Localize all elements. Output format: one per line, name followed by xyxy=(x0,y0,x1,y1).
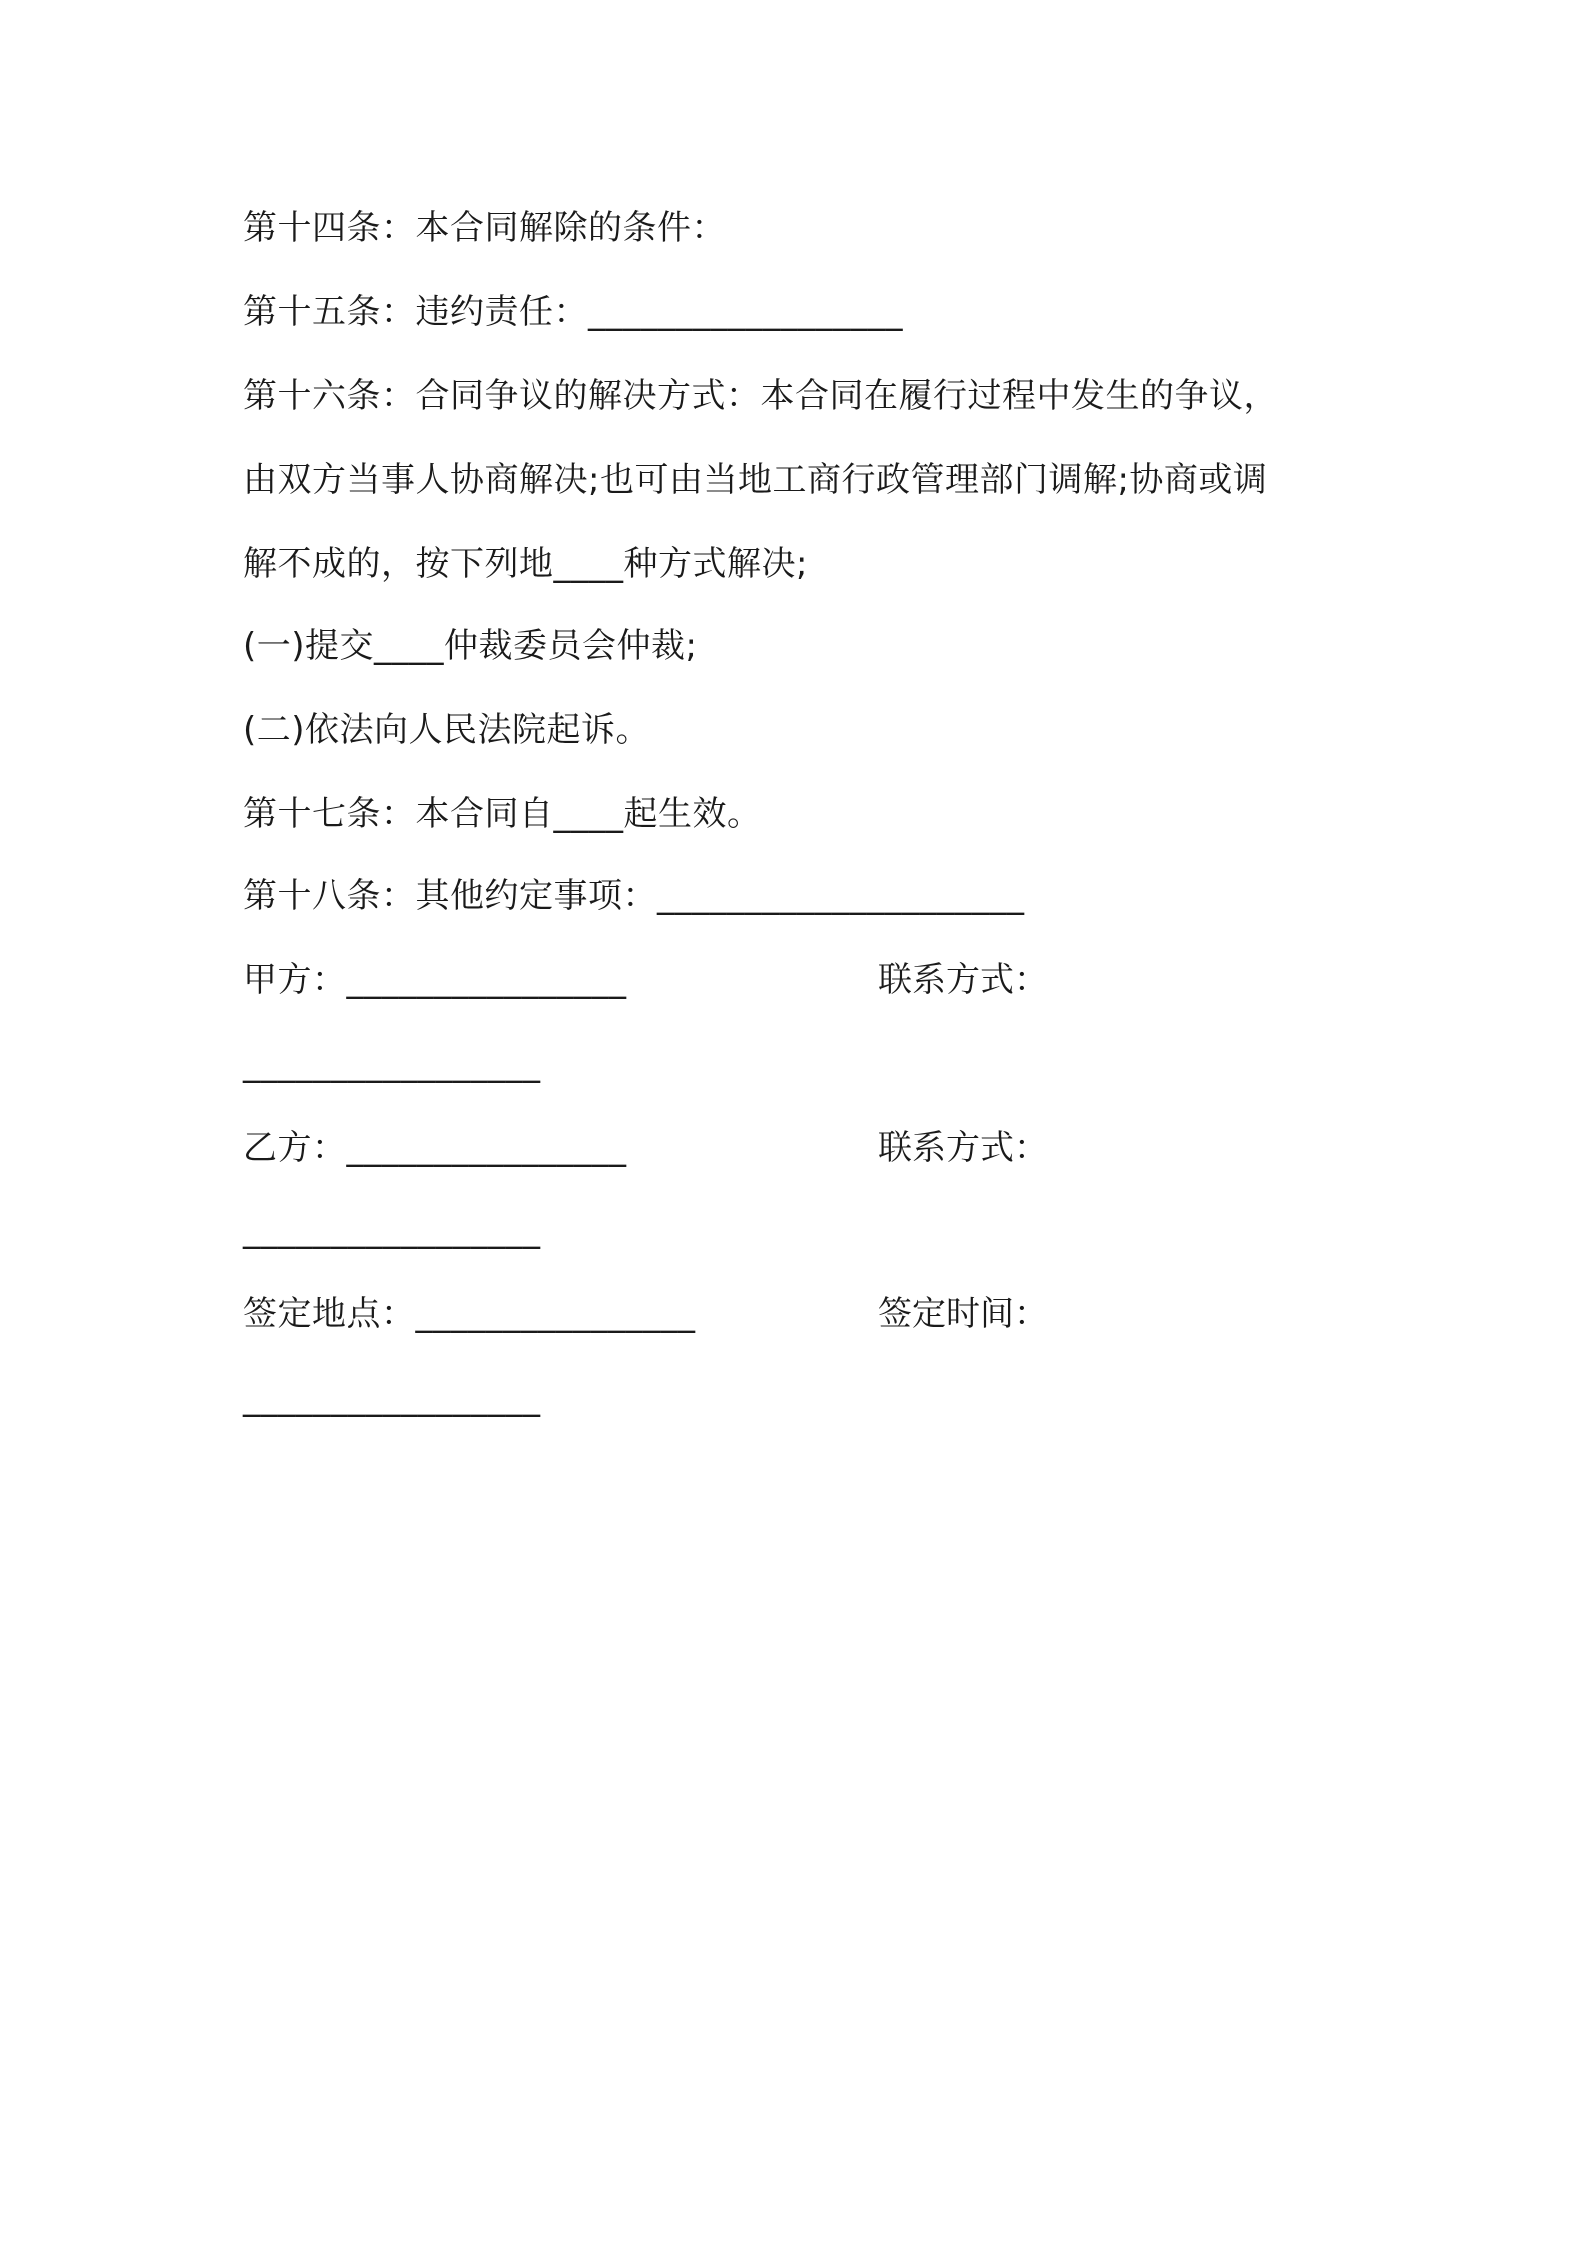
dispute-option-1: (一)提交____仲裁委员会仲裁; xyxy=(243,626,698,666)
article-16-line-2: 由双方当事人协商解决;也可由当地工商行政管理部门调解;协商或调 xyxy=(243,460,1268,500)
article-14: 第十四条：本合同解除的条件： xyxy=(243,208,726,248)
signing-time-label: 签定时间： xyxy=(878,1294,1048,1334)
party-b-field: 乙方：________________ xyxy=(243,1128,627,1168)
article-16-line-3: 解不成的，按下列地____种方式解决; xyxy=(243,544,808,584)
dispute-option-2: (二)依法向人民法院起诉。 xyxy=(243,710,651,750)
article-16-line-1: 第十六条：合同争议的解决方式：本合同在履行过程中发生的争议， xyxy=(243,376,1278,416)
party-b-contact-blank: _________________ xyxy=(243,1210,541,1250)
article-17: 第十七条：本合同自____起生效。 xyxy=(243,794,762,834)
article-15: 第十五条：违约责任：__________________ xyxy=(243,292,903,332)
signing-time-blank: _________________ xyxy=(243,1378,541,1418)
signing-place-field: 签定地点：________________ xyxy=(243,1294,696,1334)
article-18: 第十八条：其他约定事项：_____________________ xyxy=(243,876,1025,916)
party-a-contact-blank: _________________ xyxy=(243,1044,541,1084)
party-a-field: 甲方：________________ xyxy=(243,960,627,1000)
party-b-contact-label: 联系方式： xyxy=(878,1128,1048,1168)
party-a-contact-label: 联系方式： xyxy=(878,960,1048,1000)
